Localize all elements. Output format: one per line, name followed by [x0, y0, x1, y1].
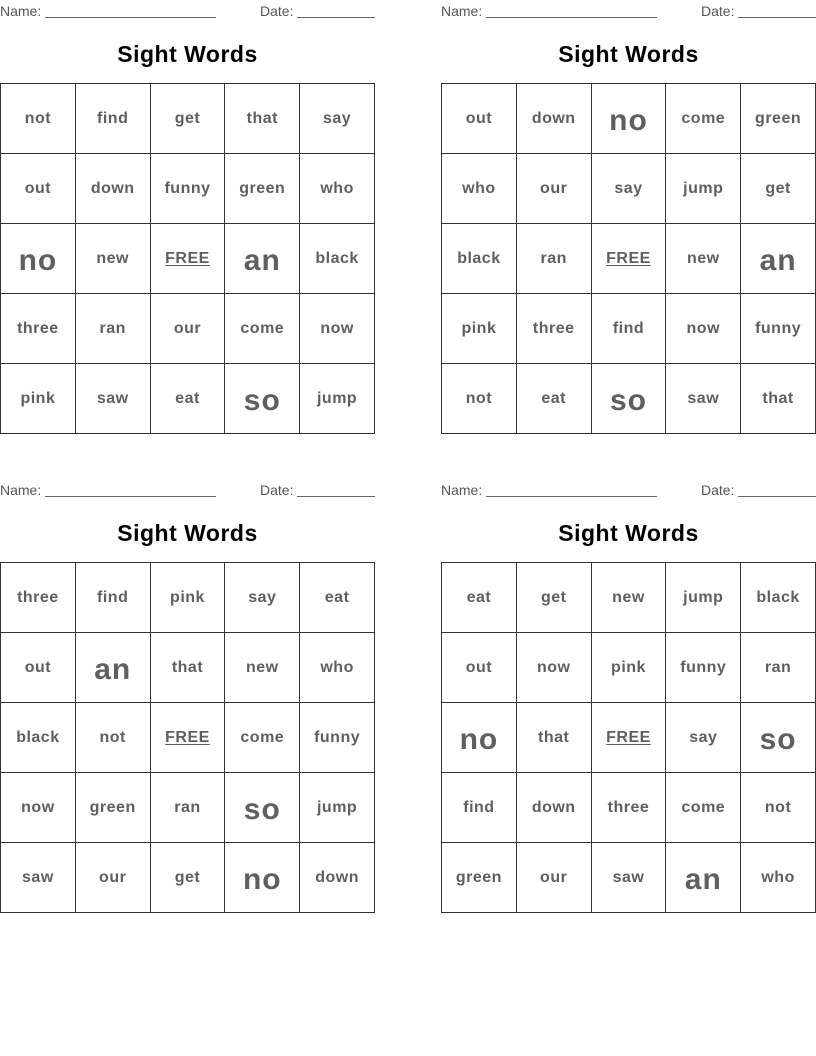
word-cell: funny — [741, 294, 816, 364]
word-cell: down — [517, 773, 592, 843]
word-cell: that — [225, 84, 300, 154]
card-header — [441, 482, 816, 498]
word-grid — [441, 562, 816, 913]
word-cell: so — [592, 364, 667, 434]
word-cell: so — [225, 364, 300, 434]
word-cell: so — [741, 703, 816, 773]
word-cell: not — [442, 364, 517, 434]
word-cell: funny — [666, 633, 741, 703]
card-title: Sight Words — [117, 41, 258, 67]
word-cell: find — [592, 294, 667, 364]
word-cell: not — [76, 703, 151, 773]
word-cell: jump — [666, 563, 741, 633]
word-cell: now — [666, 294, 741, 364]
word-cell: green — [442, 843, 517, 913]
word-cell: find — [76, 563, 151, 633]
word-cell: come — [666, 84, 741, 154]
card-title: Sight Words — [558, 41, 699, 67]
word-cell: who — [442, 154, 517, 224]
word-cell: green — [225, 154, 300, 224]
word-cell: come — [666, 773, 741, 843]
date-label: Date: — [260, 482, 294, 498]
word-cell: eat — [300, 563, 375, 633]
bingo-card — [441, 0, 816, 440]
word-cell: black — [741, 563, 816, 633]
word-cell: saw — [592, 843, 667, 913]
word-cell: three — [517, 294, 592, 364]
free-space: FREE — [592, 224, 667, 294]
date-label: Date: — [260, 3, 294, 19]
word-cell: eat — [151, 364, 226, 434]
free-space: FREE — [151, 224, 226, 294]
name-label: Name: — [441, 482, 483, 498]
word-cell: jump — [300, 364, 375, 434]
name-blank — [486, 17, 657, 18]
bingo-card — [0, 479, 375, 919]
word-cell: saw — [1, 843, 76, 913]
name-label: Name: — [441, 3, 483, 19]
word-cell: no — [1, 224, 76, 294]
word-cell: new — [225, 633, 300, 703]
word-cell: now — [1, 773, 76, 843]
date-blank — [738, 496, 816, 497]
word-cell: get — [517, 563, 592, 633]
word-cell: get — [151, 84, 226, 154]
word-cell: not — [1, 84, 76, 154]
word-cell: down — [76, 154, 151, 224]
word-cell: an — [666, 843, 741, 913]
word-cell: so — [225, 773, 300, 843]
word-cell: three — [592, 773, 667, 843]
word-cell: come — [225, 294, 300, 364]
word-cell: ran — [517, 224, 592, 294]
bingo-card — [441, 479, 816, 919]
word-grid — [0, 562, 375, 913]
word-grid — [0, 83, 375, 434]
word-cell: pink — [1, 364, 76, 434]
date-blank — [297, 17, 375, 18]
word-cell: funny — [151, 154, 226, 224]
word-cell: ran — [151, 773, 226, 843]
word-cell: not — [741, 773, 816, 843]
word-cell: who — [300, 633, 375, 703]
word-cell: jump — [300, 773, 375, 843]
word-cell: no — [442, 703, 517, 773]
word-cell: find — [442, 773, 517, 843]
word-cell: three — [1, 294, 76, 364]
word-cell: down — [300, 843, 375, 913]
free-space: FREE — [592, 703, 667, 773]
name-blank — [45, 496, 216, 497]
word-cell: three — [1, 563, 76, 633]
word-cell: green — [741, 84, 816, 154]
word-cell: pink — [442, 294, 517, 364]
card-header — [441, 3, 816, 19]
card-header — [0, 3, 375, 19]
free-space: FREE — [151, 703, 226, 773]
word-cell: new — [666, 224, 741, 294]
word-cell: an — [225, 224, 300, 294]
word-cell: black — [1, 703, 76, 773]
word-cell: pink — [151, 563, 226, 633]
word-cell: out — [1, 633, 76, 703]
word-cell: that — [741, 364, 816, 434]
word-cell: jump — [666, 154, 741, 224]
card-title: Sight Words — [117, 520, 258, 546]
word-cell: out — [442, 633, 517, 703]
word-cell: say — [300, 84, 375, 154]
word-cell: saw — [76, 364, 151, 434]
word-cell: funny — [300, 703, 375, 773]
word-cell: black — [300, 224, 375, 294]
word-cell: who — [741, 843, 816, 913]
word-cell: eat — [442, 563, 517, 633]
word-grid — [441, 83, 816, 434]
name-label: Name: — [0, 482, 42, 498]
card-header — [0, 482, 375, 498]
word-cell: that — [151, 633, 226, 703]
word-cell: new — [76, 224, 151, 294]
word-cell: pink — [592, 633, 667, 703]
date-label: Date: — [701, 3, 735, 19]
word-cell: that — [517, 703, 592, 773]
word-cell: an — [76, 633, 151, 703]
word-cell: eat — [517, 364, 592, 434]
word-cell: ran — [741, 633, 816, 703]
word-cell: now — [300, 294, 375, 364]
word-cell: our — [76, 843, 151, 913]
bingo-card — [0, 0, 375, 440]
word-cell: ran — [76, 294, 151, 364]
word-cell: now — [517, 633, 592, 703]
word-cell: out — [442, 84, 517, 154]
name-label: Name: — [0, 3, 42, 19]
word-cell: find — [76, 84, 151, 154]
word-cell: black — [442, 224, 517, 294]
name-blank — [486, 496, 657, 497]
card-title: Sight Words — [558, 520, 699, 546]
word-cell: get — [151, 843, 226, 913]
date-blank — [738, 17, 816, 18]
word-cell: green — [76, 773, 151, 843]
word-cell: new — [592, 563, 667, 633]
word-cell: come — [225, 703, 300, 773]
name-blank — [45, 17, 216, 18]
word-cell: out — [1, 154, 76, 224]
word-cell: no — [592, 84, 667, 154]
word-cell: who — [300, 154, 375, 224]
date-label: Date: — [701, 482, 735, 498]
word-cell: down — [517, 84, 592, 154]
word-cell: an — [741, 224, 816, 294]
word-cell: no — [225, 843, 300, 913]
date-blank — [297, 496, 375, 497]
word-cell: our — [151, 294, 226, 364]
word-cell: get — [741, 154, 816, 224]
word-cell: say — [666, 703, 741, 773]
word-cell: say — [592, 154, 667, 224]
word-cell: saw — [666, 364, 741, 434]
word-cell: say — [225, 563, 300, 633]
word-cell: our — [517, 154, 592, 224]
word-cell: our — [517, 843, 592, 913]
